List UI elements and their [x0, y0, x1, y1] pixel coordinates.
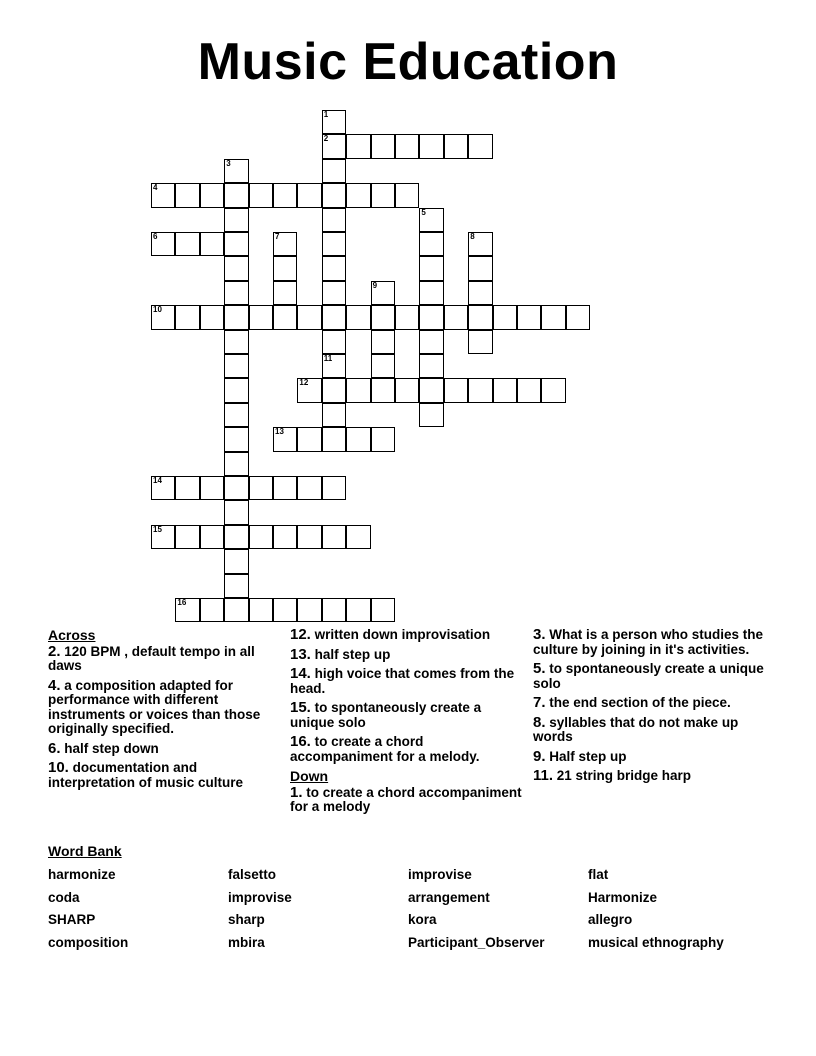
crossword-cell[interactable]: [200, 305, 224, 329]
crossword-cell[interactable]: [249, 476, 273, 500]
crossword-cell[interactable]: [224, 305, 248, 329]
word-bank-item: harmonize: [48, 867, 116, 882]
crossword-cell[interactable]: [297, 305, 321, 329]
crossword-cell[interactable]: [371, 378, 395, 402]
word-bank-item: mbira: [228, 935, 265, 950]
clue-across-4: 4. a composition adapted for performance with different instruments or voices than those originally specified.: [48, 676, 261, 736]
crossword-cell[interactable]: [224, 574, 248, 598]
crossword-cell[interactable]: [273, 183, 297, 207]
clue-number: 12: [299, 378, 309, 388]
crossword-cell[interactable]: [493, 305, 517, 329]
crossword-cell[interactable]: [224, 159, 248, 183]
crossword-cell[interactable]: [224, 500, 248, 524]
clue-down-7: 7. the end section of the piece.: [533, 694, 731, 711]
down-heading: Down: [290, 768, 329, 784]
clue-across-12: 12. written down improvisation: [290, 626, 491, 643]
crossword-cell[interactable]: [273, 232, 297, 256]
clue-number: 3: [226, 158, 231, 168]
crossword-cell[interactable]: [322, 134, 346, 158]
clue-number: 14: [153, 476, 162, 485]
across-heading: Across: [48, 627, 96, 643]
crossword-cell[interactable]: [224, 281, 248, 305]
word-bank-item: falsetto: [228, 867, 277, 882]
crossword-cell[interactable]: [419, 134, 443, 158]
crossword-cell[interactable]: [468, 256, 492, 280]
crossword-cell[interactable]: [224, 208, 248, 232]
crossword-cell[interactable]: [273, 598, 297, 622]
crossword-cell[interactable]: [444, 378, 468, 402]
word-bank-item: improvise: [408, 867, 472, 882]
crossword-cell[interactable]: [175, 232, 199, 256]
crossword-cell[interactable]: [444, 305, 468, 329]
crossword-cell[interactable]: [322, 598, 346, 622]
crossword-cell[interactable]: [249, 525, 273, 549]
crossword-cell[interactable]: [151, 525, 175, 549]
clue-down-3: 3. What is a person who studies the culture by joining in it's activities.: [533, 626, 764, 657]
crossword-cell[interactable]: [273, 427, 297, 451]
crossword-cell[interactable]: [224, 354, 248, 378]
crossword-cell[interactable]: [224, 403, 248, 427]
crossword-cell[interactable]: [468, 281, 492, 305]
crossword-cell[interactable]: [395, 378, 419, 402]
clue-down-1: 1. to create a chord accompaniment for a melody: [290, 783, 522, 814]
crossword-cell[interactable]: [224, 525, 248, 549]
crossword-cell[interactable]: [224, 598, 248, 622]
clue-number: 16: [177, 598, 187, 607]
clue-across-13: 13. half step up: [290, 645, 391, 663]
word-bank-heading: Word Bank: [48, 843, 122, 859]
word-bank-item: musical ethnography: [588, 935, 724, 950]
crossword-cell[interactable]: [297, 183, 321, 207]
crossword-cell[interactable]: [224, 183, 248, 207]
crossword-cell[interactable]: [322, 208, 346, 232]
crossword-cell[interactable]: [322, 110, 346, 134]
crossword-cell[interactable]: [249, 598, 273, 622]
crossword-cell[interactable]: [175, 598, 199, 622]
crossword-cell[interactable]: [273, 256, 297, 280]
crossword-cell[interactable]: [493, 378, 517, 402]
word-bank-item: Participant_Observer: [408, 935, 545, 950]
crossword-cell[interactable]: [371, 354, 395, 378]
word-bank-item: kora: [408, 912, 437, 927]
crossword-cell[interactable]: [200, 232, 224, 256]
crossword-cell[interactable]: [175, 525, 199, 549]
word-bank-item: allegro: [588, 912, 633, 927]
crossword-cell[interactable]: [249, 305, 273, 329]
crossword-cell[interactable]: [371, 330, 395, 354]
crossword-cell[interactable]: [444, 134, 468, 158]
crossword-cell[interactable]: [175, 476, 199, 500]
word-bank-item: coda: [48, 890, 80, 905]
crossword-cell[interactable]: [151, 183, 175, 207]
word-bank-item: SHARP: [48, 912, 96, 927]
crossword-cell[interactable]: [273, 281, 297, 305]
crossword-cell[interactable]: [419, 305, 443, 329]
clue-number: 7: [275, 232, 280, 241]
crossword-cell[interactable]: [541, 305, 565, 329]
crossword-cell[interactable]: [346, 134, 370, 158]
crossword-cell[interactable]: [322, 232, 346, 256]
crossword-cell[interactable]: [346, 525, 370, 549]
crossword-cell[interactable]: [322, 256, 346, 280]
clue-across-14: 14. high voice that comes from the head.: [290, 665, 515, 696]
clue-number: 11: [323, 354, 333, 363]
crossword-cell[interactable]: [322, 476, 346, 500]
clues-column-2: [290, 628, 526, 820]
clue-down-9: 9. Half step up: [533, 747, 627, 765]
crossword-cell[interactable]: [517, 305, 541, 329]
crossword-cell[interactable]: [249, 183, 273, 207]
crossword-cell[interactable]: [371, 281, 395, 305]
crossword-cell[interactable]: [297, 476, 321, 500]
clue-down-8: 8. syllables that do not make up words: [533, 713, 739, 744]
crossword-cell[interactable]: [395, 183, 419, 207]
crossword-cell[interactable]: [468, 330, 492, 354]
clue-down-5: 5. to spontaneously create a unique solo: [533, 660, 764, 691]
crossword-cell[interactable]: [517, 378, 541, 402]
clue-number: 1: [323, 110, 329, 119]
crossword-cell[interactable]: [273, 305, 297, 329]
clue-across-15: 15. to spontaneously create a unique solo: [290, 699, 482, 730]
word-bank-item: Harmonize: [588, 890, 658, 905]
crossword-cell[interactable]: [419, 281, 443, 305]
crossword-cell[interactable]: [322, 159, 346, 183]
crossword-cell[interactable]: [371, 427, 395, 451]
crossword-cell[interactable]: [200, 476, 224, 500]
clue-number: 15: [153, 524, 162, 534]
crossword-cell[interactable]: [322, 183, 346, 207]
clue-number: 9: [372, 280, 378, 290]
crossword-cell[interactable]: [273, 525, 297, 549]
crossword-cell[interactable]: [297, 378, 321, 402]
word-bank-item: composition: [48, 935, 129, 950]
crossword-cell[interactable]: [322, 427, 346, 451]
clue-down-11: 11. 21 string bridge harp: [533, 767, 692, 784]
crossword-cell[interactable]: [371, 134, 395, 158]
clues-column-3: [533, 628, 769, 789]
crossword-cell[interactable]: [200, 183, 224, 207]
puzzle-title: Music Education: [197, 33, 619, 91]
crossword-cell[interactable]: [297, 525, 321, 549]
clue-number: 13: [275, 427, 284, 437]
crossword-cell[interactable]: [468, 232, 492, 256]
clue-number: 10: [153, 305, 162, 315]
crossword-cell[interactable]: [346, 183, 370, 207]
crossword-cell[interactable]: [224, 232, 248, 256]
crossword-cell[interactable]: [297, 427, 321, 451]
crossword-cell[interactable]: [322, 305, 346, 329]
clue-number: 5: [421, 207, 426, 217]
clues-column-1: [48, 628, 273, 795]
crossword-cell[interactable]: [419, 403, 443, 427]
crossword-cell[interactable]: [322, 354, 346, 378]
crossword-cell[interactable]: [371, 598, 395, 622]
crossword-cell[interactable]: [224, 330, 248, 354]
clue-across-16: 16. to create a chord accompaniment for a melody.: [290, 733, 480, 764]
word-bank-item: arrangement: [408, 890, 490, 905]
crossword-cell[interactable]: [419, 378, 443, 402]
crossword-cell[interactable]: [346, 305, 370, 329]
clue-number: 6: [153, 232, 158, 241]
crossword-cell[interactable]: [200, 525, 224, 549]
crossword-cell[interactable]: [322, 403, 346, 427]
clue-number: 2: [323, 134, 329, 144]
crossword-cell[interactable]: [419, 208, 443, 232]
crossword-cell[interactable]: [322, 525, 346, 549]
crossword-cell[interactable]: [419, 232, 443, 256]
crossword-cell[interactable]: [346, 427, 370, 451]
crossword-cell[interactable]: [224, 256, 248, 280]
crossword-cell[interactable]: [151, 305, 175, 329]
crossword-cell[interactable]: [297, 598, 321, 622]
crossword-cell[interactable]: [175, 305, 199, 329]
crossword-cell[interactable]: [346, 598, 370, 622]
clue-number: 8: [470, 232, 475, 241]
crossword-cell[interactable]: [322, 281, 346, 305]
clue-across-2: 2. 120 BPM , default tempo in all daws: [48, 642, 255, 673]
crossword-cell[interactable]: [224, 476, 248, 500]
crossword-cell[interactable]: [151, 476, 175, 500]
crossword-cell[interactable]: [224, 427, 248, 451]
clue-number: 4: [153, 183, 158, 193]
crossword-cell[interactable]: [371, 305, 395, 329]
crossword-cell[interactable]: [419, 256, 443, 280]
crossword-cell[interactable]: [395, 134, 419, 158]
word-bank-item: sharp: [228, 912, 265, 927]
crossword-cell[interactable]: [419, 354, 443, 378]
crossword-cell[interactable]: [468, 305, 492, 329]
crossword-cell[interactable]: [468, 378, 492, 402]
crossword-cell[interactable]: [541, 378, 565, 402]
crossword-cell[interactable]: [175, 183, 199, 207]
crossword-cell[interactable]: [419, 330, 443, 354]
crossword-cell[interactable]: [273, 476, 297, 500]
word-bank-item: flat: [588, 867, 609, 882]
crossword-cell[interactable]: [322, 330, 346, 354]
word-bank-item: improvise: [228, 890, 292, 905]
crossword-cell[interactable]: [151, 232, 175, 256]
crossword-cell[interactable]: [224, 549, 248, 573]
crossword-cell[interactable]: [200, 598, 224, 622]
clue-across-10: 10. documentation and interpretation of music culture: [48, 759, 244, 790]
crossword-cell[interactable]: [224, 378, 248, 402]
crossword-cell[interactable]: [566, 305, 590, 329]
crossword-cell[interactable]: [468, 134, 492, 158]
crossword-cell[interactable]: [346, 378, 370, 402]
crossword-cell[interactable]: [322, 378, 346, 402]
crossword-cell[interactable]: [224, 452, 248, 476]
crossword-cell[interactable]: [371, 183, 395, 207]
clue-across-6: 6. half step down: [48, 739, 159, 757]
crossword-cell[interactable]: [395, 305, 419, 329]
